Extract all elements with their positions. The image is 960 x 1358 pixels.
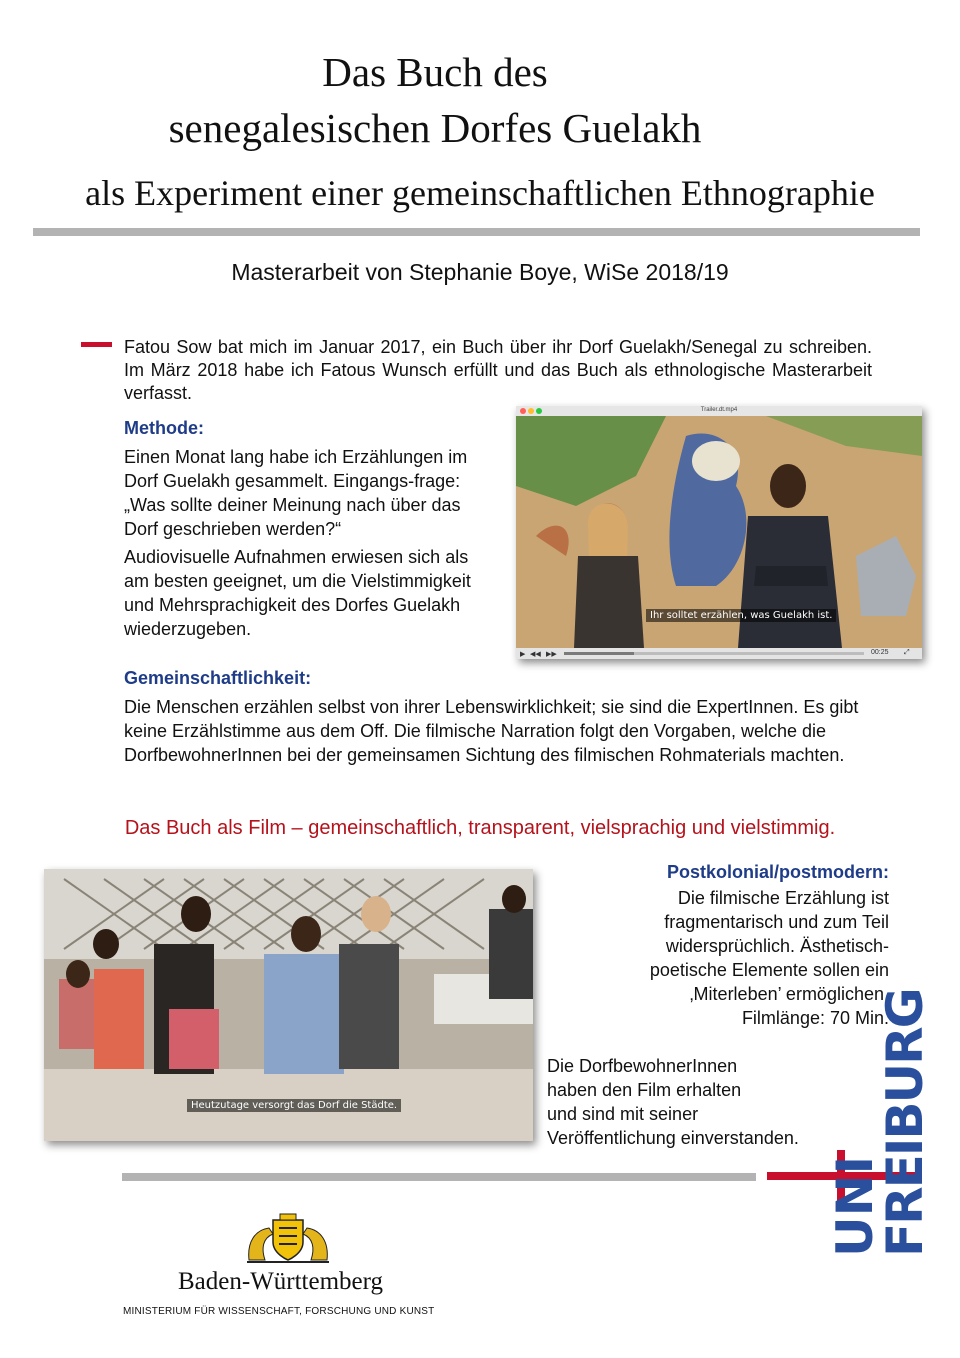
postkolonial-line: poetische Elemente sollen ein (649, 960, 889, 980)
postkolonial-line: Die filmische Erzählung ist (677, 888, 889, 908)
subtitle: Masterarbeit von Stephanie Boye, WiSe 2018/19 (231, 259, 729, 285)
video-controls-bar (516, 648, 922, 659)
methode-paragraph-1: Einen Monat lang habe ich Erzählungen im Dorf Guelakh gesammelt. Eingangs-frage: „Was sollte deiner Meinung nach über das Dorf geschrieben werden?“ (124, 447, 468, 539)
postkolonial-line: Filmlänge: 70 Min. (741, 1008, 889, 1028)
fast-forward-icon[interactable]: ▶▶ (546, 651, 557, 658)
dorf-line: Veröffentlichung einverstanden. (547, 1128, 799, 1148)
dorf-line: haben den Film erhalten (547, 1080, 742, 1100)
video-window-titlebar (516, 406, 922, 416)
title-line-3: als Experiment einer gemeinschaftlichen Ethnographie (85, 173, 875, 213)
video-player-screenshot (516, 406, 922, 659)
village-screening-photo (44, 869, 533, 1141)
title-line-2: senegalesischen Dorfes Guelakh (168, 105, 702, 151)
time-readout: 00:25 (871, 649, 889, 656)
postkolonial-line: ‚Miterleben’ ermöglichen. (689, 984, 889, 1004)
fullscreen-icon[interactable]: ⤢ (904, 649, 910, 656)
postkolonial-heading: Postkolonial/postmodern: (666, 862, 889, 882)
gemeinschaft-heading: Gemeinschaftlichkeit: (124, 668, 312, 688)
seek-bar[interactable] (564, 652, 864, 655)
gemeinschaft-paragraph: Die Menschen erzählen selbst von ihrer Lebenswirklichkeit; sie sind die ExpertInnen. Es gibt keine Erzählstimme aus dem Off. Die filmische Narration folgt den Vorgaben, welche die DorfbewohnerInnen bei der gemeinsamen Sichtung des filmischen Rohmaterials machten. (124, 697, 859, 765)
postkolonial-block (600, 860, 889, 1030)
bottom-divider (122, 1173, 756, 1181)
methode-heading: Methode: (124, 418, 204, 438)
dorf-line: und sind mit seiner (547, 1104, 699, 1124)
coat-of-arms-icon (243, 1212, 333, 1264)
tagline: Das Buch als Film – gemeinschaftlich, transparent, vielsprachig und vielstimmig. (124, 817, 836, 839)
dorf-consent-block (547, 1054, 847, 1150)
video-window-title: Trailer.dt.mp4 (700, 407, 738, 413)
seek-bar-progress (564, 652, 634, 655)
rewind-icon[interactable]: ◀◀ (530, 651, 541, 658)
uni-logo-text-freiburg: FREIBURG (876, 989, 934, 1257)
methode-paragraph-2: Audiovisuelle Aufnahmen erwiesen sich als am besten geeignet, um die Vielstimmigkeit und Mehrsprachigkeit des Dorfes Guelakh wiederzugeben. (124, 547, 471, 639)
ministry-name: MINISTERIUM FÜR WISSENSCHAFT, FORSCHUNG UND KUNST (123, 1306, 435, 1317)
ministry-state: Baden-Württemberg (178, 1268, 384, 1295)
dorf-line: Die DorfbewohnerInnen (547, 1056, 738, 1076)
video-subtitle: Ihr solltet erzählen, was Guelakh ist. (646, 609, 836, 622)
intro-paragraph: Fatou Sow bat mich im Januar 2017, ein Buch über ihr Dorf Guelakh/Senegal zu schreiben. Im März 2018 habe ich Fatous Wunsch erfüllt und das Buch als ethnologische Masterarbeit verfasst. (124, 337, 872, 403)
title-line-1: Das Buch des (322, 49, 548, 95)
photo-subtitle: Heutzutage versorgt das Dorf die Städte. (187, 1099, 401, 1112)
uni-logo-text-uni: UNI (826, 1155, 884, 1257)
postkolonial-line: widersprüchlich. Ästhetisch- (665, 936, 889, 956)
title-divider (33, 228, 920, 236)
bullet-marker (81, 342, 112, 347)
postkolonial-line: fragmentarisch und zum Teil (664, 912, 889, 932)
play-icon[interactable]: ▶ (520, 651, 526, 658)
